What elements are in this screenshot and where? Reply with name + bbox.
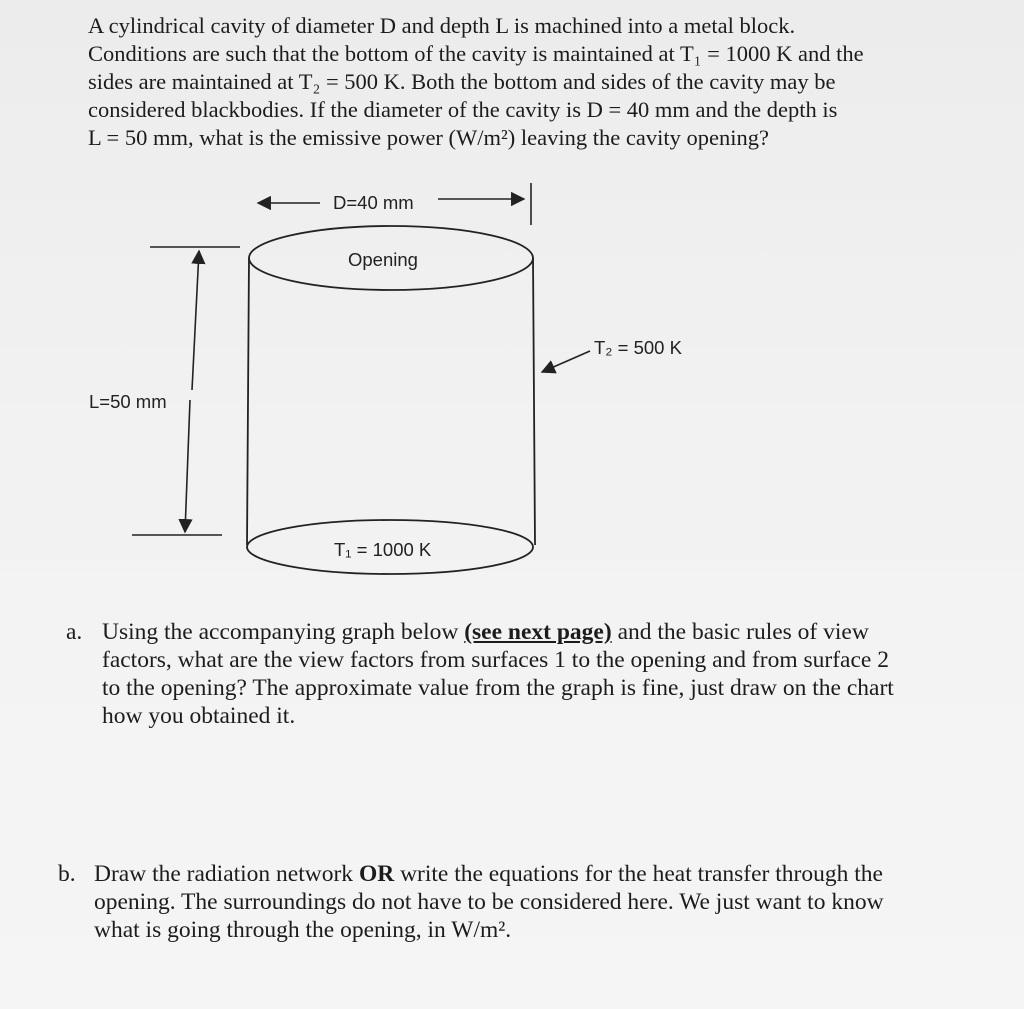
question-b-line: write the equations for the heat transfer through the (394, 861, 883, 887)
see-next-page-link: (see next page) (464, 619, 612, 645)
question-b-line: what is going through the opening, in W/m². (94, 917, 512, 943)
cavity-right-side (533, 258, 535, 545)
question-a-line: to the opening? The approximate value from the graph is fine, just draw on the chart (102, 675, 894, 701)
question-a-line: Using the accompanying graph below (102, 619, 465, 645)
problem-line: A cylindrical cavity of diameter D and depth L is machined into a metal block. (88, 13, 796, 38)
problem-line: Conditions are such that the bottom of the cavity is maintained at T₁ = 1000 K and the (88, 41, 864, 66)
depth-label: L=50 mm (89, 391, 167, 412)
depth-arrow-up (192, 251, 199, 390)
question-b (58, 860, 998, 944)
side-temp-pointer (542, 351, 590, 372)
question-b-line: opening. The surroundings do not have to be considered here. We just want to know (94, 889, 884, 915)
question-a-line: factors, what are the view factors from surfaces 1 to the opening and from surface 2 (102, 647, 889, 673)
cavity-left-side (247, 258, 249, 545)
bottom-temp-label: T₁ = 1000 K (334, 539, 432, 560)
side-temp-label: T₂ = 500 K (594, 337, 682, 358)
question-a (66, 618, 1006, 730)
problem-line: L = 50 mm, what is the emissive power (W/m²) leaving the cavity opening? (88, 125, 769, 150)
question-a-line: how you obtained it. (102, 703, 296, 729)
or-emphasis: OR (358, 861, 395, 887)
question-b-line: Draw the radiation network (94, 861, 359, 887)
question-b-letter: b. (58, 861, 76, 887)
question-a-line: and the basic rules of view (611, 619, 869, 645)
question-a-letter: a. (66, 619, 83, 645)
diameter-label: D=40 mm (333, 192, 414, 213)
opening-label: Opening (348, 249, 418, 270)
depth-arrow-down (185, 400, 190, 532)
problem-line: sides are maintained at T₂ = 500 K. Both the bottom and sides of the cavity may be (88, 69, 836, 94)
problem-line: considered blackbodies. If the diameter of the cavity is D = 40 mm and the depth is (88, 97, 838, 122)
